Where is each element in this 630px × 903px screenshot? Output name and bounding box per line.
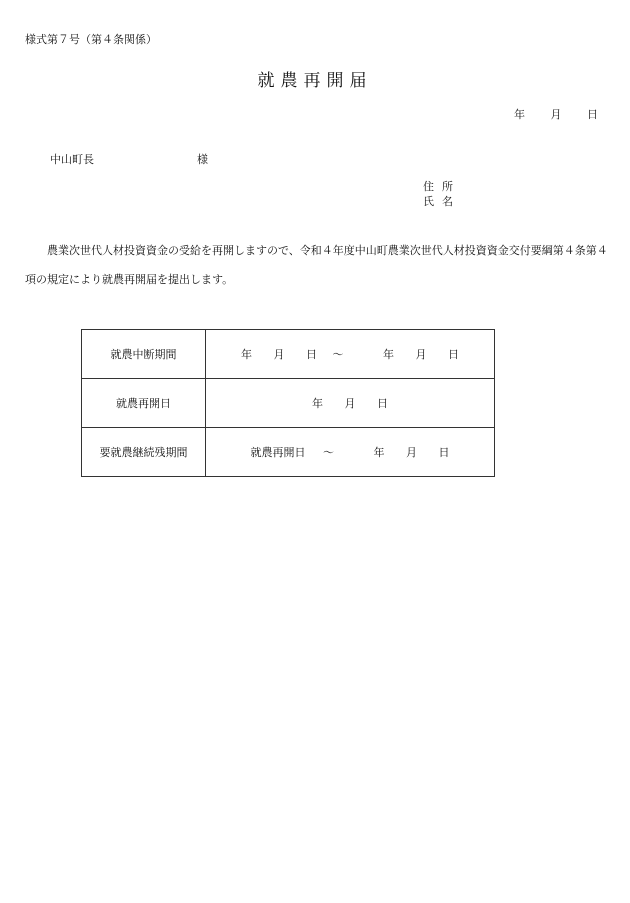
period-start-month: 月	[273, 348, 285, 361]
period-end-year: 年	[383, 348, 394, 361]
resumption-date-value	[206, 379, 495, 428]
body-paragraph	[25, 236, 610, 294]
remaining-end-day: 日	[438, 446, 450, 459]
resumption-table	[81, 329, 495, 477]
addressee-honorific: 様	[197, 153, 208, 166]
resumption-date-label: 就農再開日	[82, 379, 206, 428]
remaining-end-month: 月	[406, 446, 417, 459]
date-month-label: 月	[550, 108, 562, 121]
remaining-end-year: 年	[373, 446, 385, 459]
applicant-address-label	[423, 179, 453, 194]
interruption-period-label: 就農中断期間	[82, 330, 206, 379]
body-text: 農業次世代人材投資資金の受給を再開しますので、令和４年度中山町農業次世代人材投資資金交付要綱第４条第４項の規定により就農再開届を提出します。	[25, 244, 608, 286]
period-start-year: 年	[241, 348, 252, 361]
interruption-period-value	[206, 330, 495, 379]
submission-date	[492, 106, 598, 122]
remaining-start-text: 就農再開日	[250, 446, 306, 459]
name-label-char-1: 氏	[423, 195, 434, 208]
remaining-tilde: ～	[323, 446, 334, 459]
period-tilde: ～	[332, 348, 344, 361]
remaining-period-label: 要就農継続残期間	[82, 428, 206, 477]
date-day-label: 日	[587, 108, 598, 121]
form-number: 様式第７号（第４条関係）	[25, 33, 157, 46]
address-label-char-2: 所	[442, 180, 453, 193]
table-row-interruption-period	[82, 330, 495, 379]
addressee	[50, 151, 208, 167]
address-label-char-1: 住	[423, 180, 434, 193]
table-row-remaining-period	[82, 428, 495, 477]
addressee-name: 中山町長	[50, 153, 94, 166]
period-start-day: 日	[306, 348, 317, 361]
date-year-label: 年	[514, 108, 525, 121]
applicant-block	[423, 179, 453, 209]
period-end-day: 日	[448, 348, 459, 361]
document-title: 就農再開届	[257, 71, 373, 91]
table-row-resumption-date	[82, 379, 495, 428]
name-label-char-2: 名	[442, 195, 453, 208]
remaining-period-value	[206, 428, 495, 477]
period-end-month: 月	[415, 348, 427, 361]
applicant-name-label	[423, 194, 453, 209]
resumption-month: 月	[344, 397, 356, 410]
resumption-year: 年	[312, 397, 323, 410]
resumption-day: 日	[377, 397, 388, 410]
